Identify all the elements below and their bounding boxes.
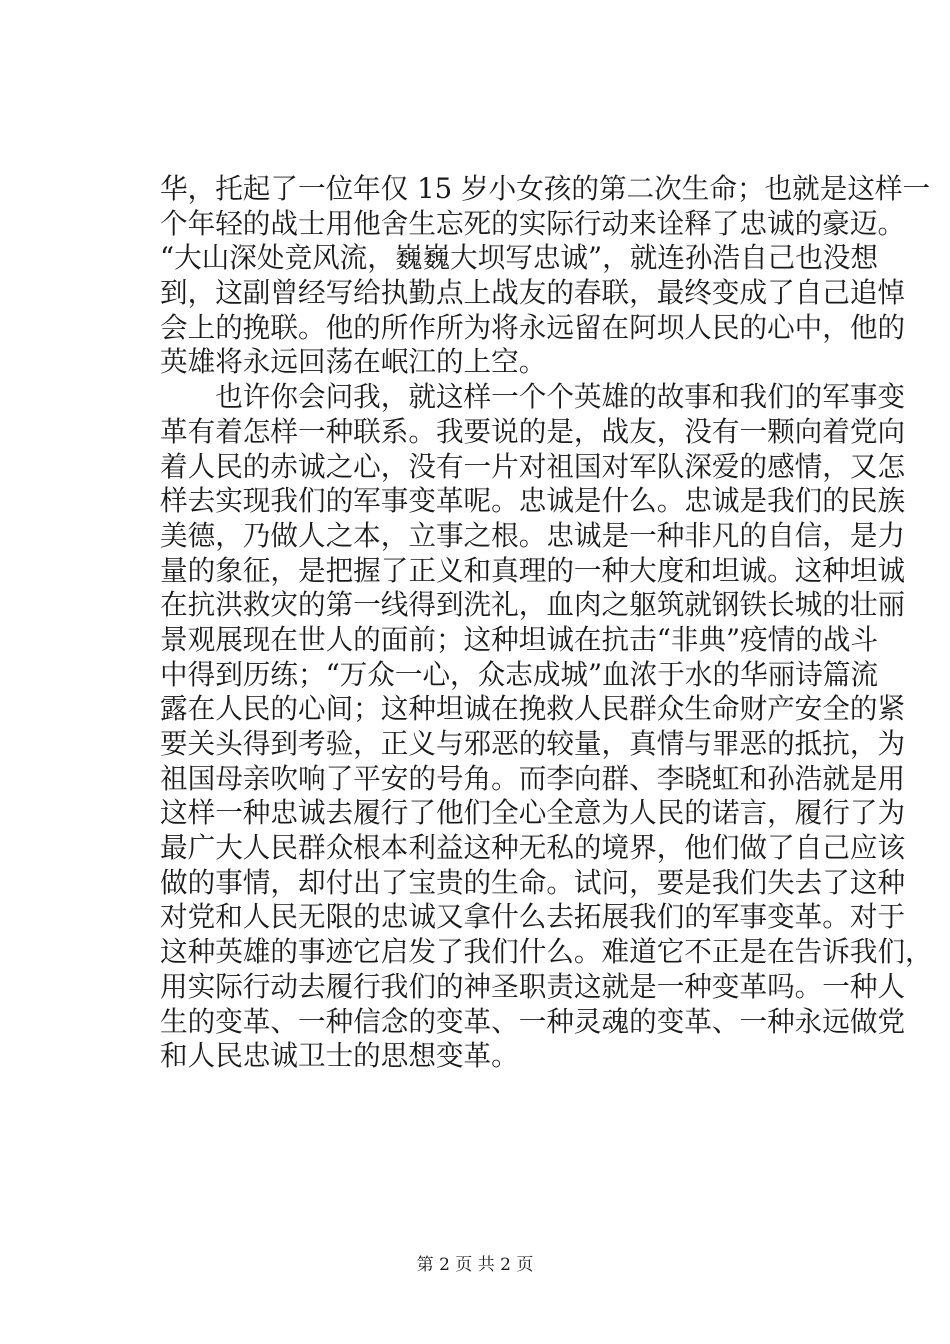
text-line: 要关头得到考验，正义与邪恶的较量，真情与罪恶的抵抗，为 <box>160 727 906 760</box>
text-line: 会上的挽联。他的所作所为将永远留在阿坝人民的心中，他的 <box>160 310 906 344</box>
text-line: 美德，乃做人之本，立事之根。忠诚是一种非凡的自信，是力 <box>160 518 906 552</box>
text-line: 在抗洪救灾的第一线得到洗礼，血肉之躯筑就钢铁长城的壮丽 <box>160 588 906 622</box>
text-line: 做的事情，却付出了宝贵的生命。试问，要是我们失去了这种 <box>160 865 906 899</box>
text-line: 露在人民的心间；这种坦诚在挽救人民群众生命财产安全的紧 <box>160 692 906 726</box>
paragraph <box>160 380 933 1074</box>
text-line: 生的变革、一种信念的变革、一种灵魂的变革、一种永远做党 <box>160 1004 906 1038</box>
text-line: 和人民忠诚卫士的思想变革。 <box>160 1039 519 1073</box>
text-line: 样去实现我们的军事变革呢。忠诚是什么。忠诚是我们的民族 <box>160 484 906 518</box>
document-body <box>160 172 933 1074</box>
text-line: 这种英雄的事迹它启发了我们什么。难道它不正是在告诉我们， <box>160 935 933 969</box>
text-line: 到，这副曾经写给执勤点上战友的春联，最终变成了自己追悼 <box>160 276 906 310</box>
text-line: 这样一种忠诚去履行了他们全心全意为人民的诺言，履行了为 <box>160 796 906 830</box>
text-line: 祖国母亲吹响了平安的号角。而李向群、李晓虹和孙浩就是用 <box>160 761 906 795</box>
text-line: 量的象征，是把握了正义和真理的一种大度和坦诚。这种坦诚 <box>160 553 906 587</box>
text-line: 革有着怎样一种联系。我要说的是，战友，没有一颗向着党向 <box>160 414 906 448</box>
text-line: 个年轻的战士用他舍生忘死的实际行动来诠释了忠诚的豪迈。 <box>160 206 906 240</box>
text-line: “大山深处竞风流，巍巍大坝写忠诚”，就连孙浩自己也没想 <box>160 241 879 275</box>
paragraph <box>160 172 931 380</box>
text-line: 景观展现在世人的面前；这种坦诚在抗击“非典”疫情的战斗 <box>160 622 879 656</box>
text-line: 对党和人民无限的忠诚又拿什么去拓展我们的军事变革。对于 <box>160 900 906 934</box>
text-line: 着人民的赤诚之心，没有一片对祖国对军队深爱的感情，又怎 <box>160 449 906 483</box>
text-line: 中得到历练；“万众一心，众志成城”血浓于水的华丽诗篇流 <box>160 657 879 691</box>
text-line: 英雄将永远回荡在岷江的上空。 <box>160 345 547 379</box>
text-line: 也许你会问我，就这样一个个英雄的故事和我们的军事变 <box>160 380 906 414</box>
text-line: 华，托起了一位年仅 15 岁小女孩的第二次生命；也就是这样一 <box>160 172 931 205</box>
text-line: 最广大人民群众根本利益这种无私的境界，他们做了自己应该 <box>160 831 906 865</box>
text-line: 用实际行动去履行我们的神圣职责这就是一种变革吗。一种人 <box>160 969 906 1003</box>
page-footer: 第 2 页 共 2 页 <box>416 1255 534 1275</box>
